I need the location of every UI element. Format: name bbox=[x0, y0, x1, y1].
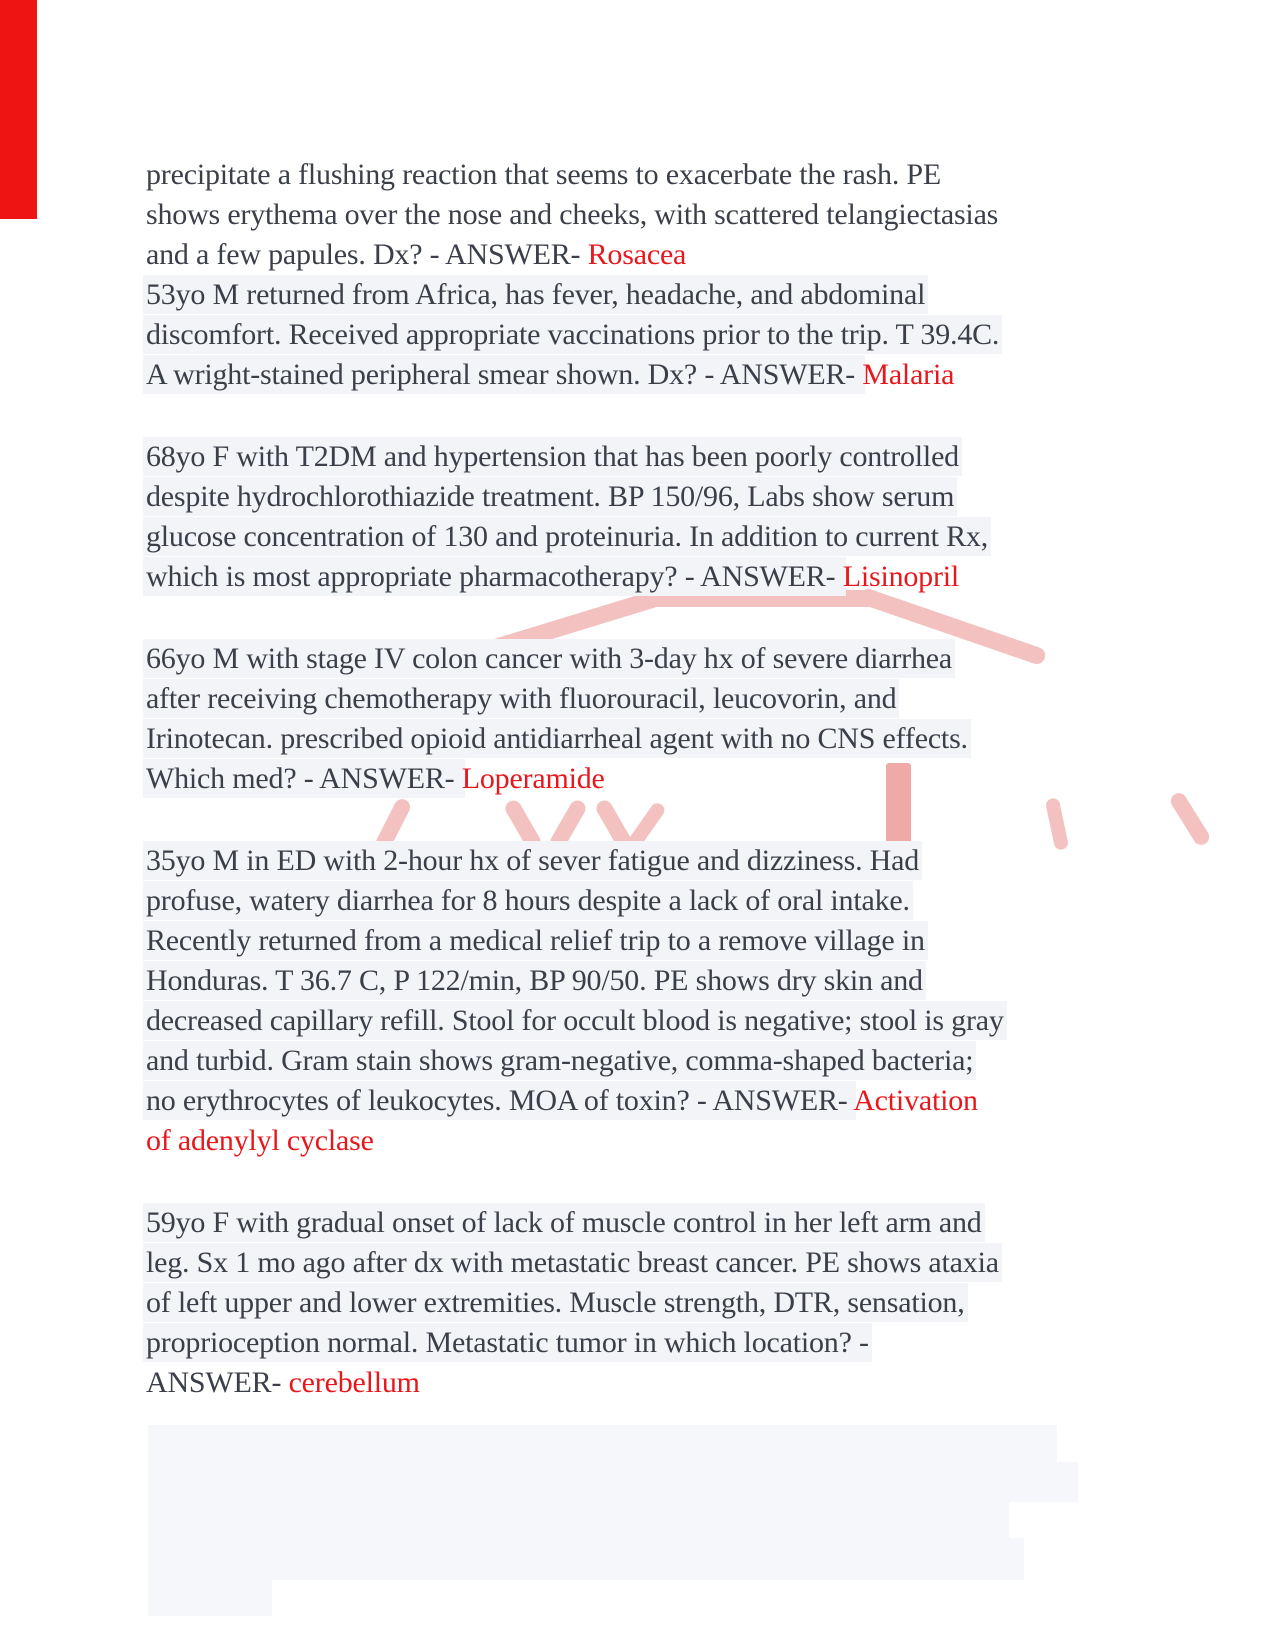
paragraph bbox=[146, 841, 1004, 1161]
question-text: 35yo M in ED with 2-hour hx of sever fatigue and dizziness. Had bbox=[146, 844, 920, 877]
text-line bbox=[146, 639, 1004, 679]
text-line bbox=[146, 1001, 1004, 1041]
text-line bbox=[146, 1363, 1004, 1403]
question-text: proprioception normal. Metastatic tumor in which location? - bbox=[146, 1326, 869, 1359]
question-text: precipitate a flushing reaction that seems to exacerbate the rash. PE bbox=[146, 158, 942, 191]
question-text: Irinotecan. prescribed opioid antidiarrheal agent with no CNS effects. bbox=[146, 722, 968, 755]
watermark-stroke-far-right bbox=[1168, 790, 1212, 848]
question-text: Honduras. T 36.7 C, P 122/min, BP 90/50. PE shows dry skin and bbox=[146, 964, 923, 997]
text-line bbox=[146, 719, 1004, 759]
text-line bbox=[146, 1203, 1004, 1243]
paragraph bbox=[146, 1203, 1004, 1403]
question-text: decreased capillary refill. Stool for occult blood is negative; stool is gray bbox=[146, 1004, 1004, 1037]
question-text: leg. Sx 1 mo ago after dx with metastatic breast cancer. PE shows ataxia bbox=[146, 1246, 999, 1279]
text-line bbox=[146, 437, 1004, 477]
question-text: and turbid. Gram stain shows gram-negative, comma-shaped bacteria; bbox=[146, 1044, 974, 1077]
question-text: 66yo M with stage IV colon cancer with 3-day hx of severe diarrhea bbox=[146, 642, 952, 675]
question-text: Recently returned from a medical relief trip to a remove village in bbox=[146, 924, 925, 957]
highlight-block bbox=[148, 1462, 1078, 1502]
question-text: A wright-stained peripheral smear shown. Dx? - ANSWER- bbox=[146, 358, 863, 391]
text-line bbox=[146, 1121, 1004, 1161]
text-line bbox=[146, 355, 1004, 395]
document-text bbox=[146, 155, 1004, 1403]
answer-text: cerebellum bbox=[288, 1366, 420, 1399]
text-line bbox=[146, 1283, 1004, 1323]
text-line bbox=[146, 759, 1004, 799]
text-line bbox=[146, 921, 1004, 961]
question-text: after receiving chemotherapy with fluorouracil, leucovorin, and bbox=[146, 682, 897, 715]
answer-text: of adenylyl cyclase bbox=[146, 1124, 374, 1157]
paragraph bbox=[146, 155, 1004, 275]
question-text: 53yo M returned from Africa, has fever, headache, and abdominal bbox=[146, 278, 926, 311]
text-line bbox=[146, 679, 1004, 719]
text-line bbox=[146, 235, 1004, 275]
question-text: despite hydrochlorothiazide treatment. BP 150/96, Labs show serum bbox=[146, 480, 955, 513]
text-line bbox=[146, 841, 1004, 881]
text-line bbox=[146, 557, 1004, 597]
answer-text: Activation bbox=[853, 1084, 978, 1117]
text-line bbox=[146, 961, 1004, 1001]
highlight-block bbox=[148, 1425, 1057, 1462]
answer-text: Loperamide bbox=[461, 762, 605, 795]
question-text: shows erythema over the nose and cheeks, with scattered telangiectasias bbox=[146, 198, 999, 231]
text-line bbox=[146, 1243, 1004, 1283]
watermark-stroke-mid-right bbox=[1045, 797, 1070, 851]
question-text: 68yo F with T2DM and hypertension that has been poorly controlled bbox=[146, 440, 959, 473]
question-text: glucose concentration of 130 and proteinuria. In addition to current Rx, bbox=[146, 520, 989, 553]
paragraph bbox=[146, 275, 1004, 395]
highlight-block bbox=[148, 1502, 1009, 1538]
question-text: no erythrocytes of leukocytes. MOA of toxin? - ANSWER- bbox=[146, 1084, 854, 1117]
text-line bbox=[146, 275, 1004, 315]
left-edge-red-bar bbox=[0, 0, 37, 219]
answer-text: Malaria bbox=[862, 358, 955, 391]
text-line bbox=[146, 1041, 1004, 1081]
question-text: ANSWER- bbox=[146, 1366, 289, 1399]
question-text: profuse, watery diarrhea for 8 hours despite a lack of oral intake. bbox=[146, 884, 910, 917]
highlight-block bbox=[148, 1538, 1024, 1580]
text-line bbox=[146, 477, 1004, 517]
text-line bbox=[146, 1081, 1004, 1121]
question-text: Which med? - ANSWER- bbox=[146, 762, 462, 795]
question-text: and a few papules. Dx? - ANSWER- bbox=[146, 238, 588, 271]
text-line bbox=[146, 517, 1004, 557]
question-text: of left upper and lower extremities. Muscle strength, DTR, sensation, bbox=[146, 1286, 965, 1319]
answer-text: Rosacea bbox=[587, 238, 687, 271]
question-text: discomfort. Received appropriate vaccinations prior to the trip. T 39.4C. bbox=[146, 318, 1000, 351]
text-line bbox=[146, 1323, 1004, 1363]
question-text: which is most appropriate pharmacotherapy? - ANSWER- bbox=[146, 560, 843, 593]
text-line bbox=[146, 881, 1004, 921]
paragraph bbox=[146, 639, 1004, 799]
highlight-block bbox=[148, 1580, 272, 1616]
paragraph bbox=[146, 437, 1004, 597]
question-text: 59yo F with gradual onset of lack of muscle control in her left arm and bbox=[146, 1206, 982, 1239]
text-line bbox=[146, 315, 1004, 355]
text-line bbox=[146, 155, 1004, 195]
answer-text: Lisinopril bbox=[842, 560, 960, 593]
text-line bbox=[146, 195, 1004, 235]
